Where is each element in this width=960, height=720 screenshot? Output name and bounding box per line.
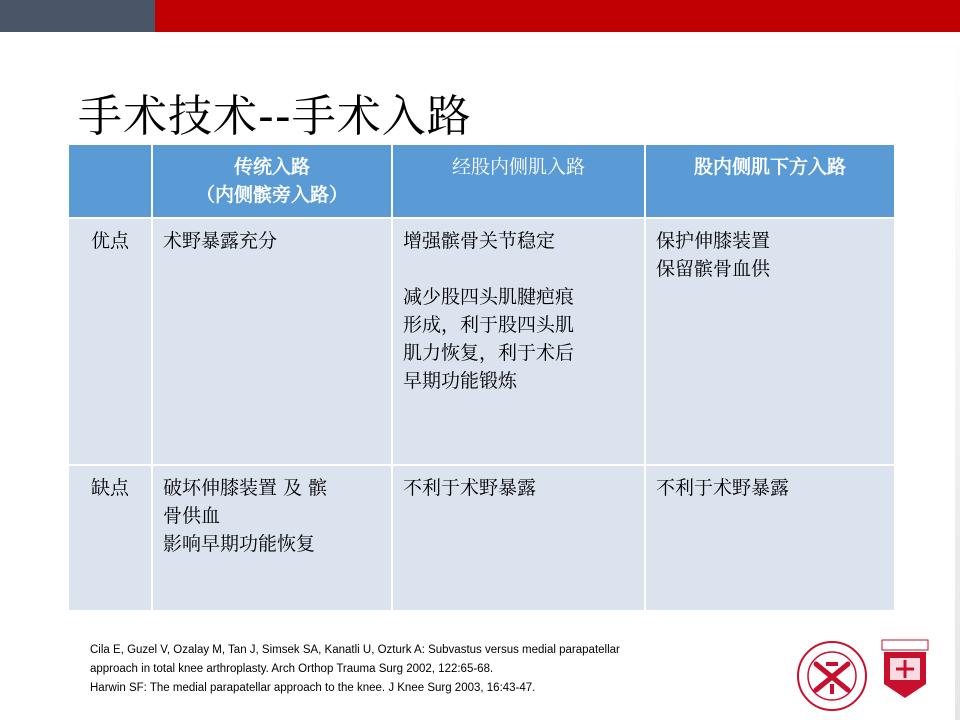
slide-title: 手术技术--手术入路	[78, 91, 472, 142]
header-midvastus-approach: 经股内侧肌入路	[392, 144, 645, 218]
cell-midvastus-disadvantages: 不利于术野暴露	[392, 465, 645, 611]
cell-midvastus-advantages: 增强髌骨关节稳定 减少股四头肌腱疤痕 形成，利于股四头肌 肌力恢复，利于术后 早期功能锻炼	[392, 218, 645, 465]
cell-subvastus-advantages: 保护伸膝装置 保留髌骨血供	[645, 218, 895, 465]
top-bar-gray	[0, 0, 155, 32]
header-subvastus-approach: 股内侧肌下方入路	[645, 144, 895, 218]
table-header-row	[68, 144, 895, 218]
reference-line: Cila E, Guzel V, Ozalay M, Tan J, Simsek SA, Kanatli U, Ozturk A: Subvastus versus medial parapatellar	[90, 644, 620, 656]
references	[90, 641, 620, 698]
comparison-table	[67, 143, 896, 612]
cell-subvastus-disadvantages: 不利于术野暴露	[645, 465, 895, 611]
reference-line: approach in total knee arthroplasty. Arch Orthop Trauma Surg 2002, 122:65-68.	[90, 663, 494, 675]
top-bar-red	[155, 0, 960, 32]
reference-line: Harwin SF: The medial parapatellar approach to the knee. J Knee Surg 2003, 16:43-47.	[90, 682, 536, 694]
right-edge-shadow	[955, 32, 960, 720]
header-traditional-approach: 传统入路 （内侧髌旁入路）	[152, 144, 392, 218]
orthopedics-badge-logo	[880, 638, 930, 700]
row-label-disadvantages: 缺点	[68, 465, 152, 611]
table-row-disadvantages	[68, 465, 895, 611]
cell-traditional-disadvantages: 破坏伸膝装置 及 髌 骨供血 影响早期功能恢复	[152, 465, 392, 611]
hospital-seal-logo	[796, 640, 868, 712]
cell-traditional-advantages: 术野暴露充分	[152, 218, 392, 465]
table-row-advantages	[68, 218, 895, 465]
row-label-advantages: 优点	[68, 218, 152, 465]
header-corner-cell	[68, 144, 152, 218]
